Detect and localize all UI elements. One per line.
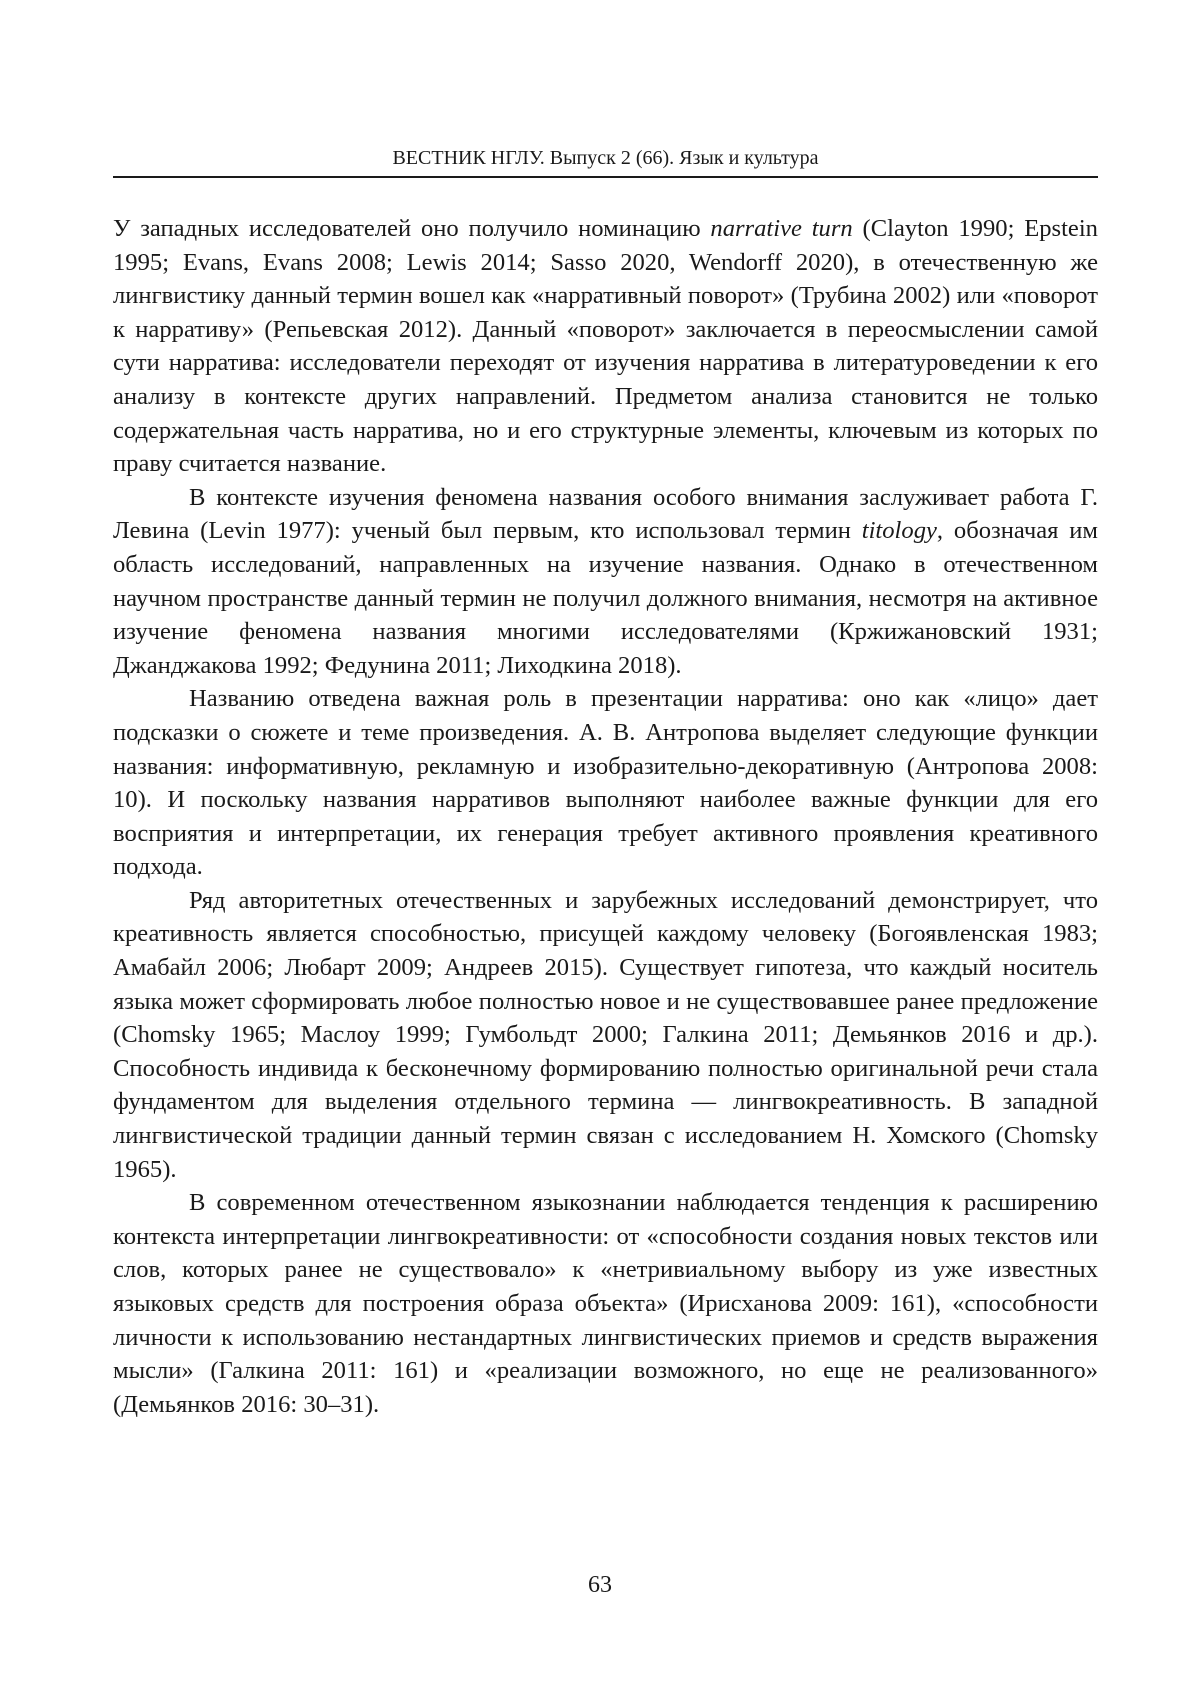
running-title: ВЕСТНИК НГЛУ. Выпуск 2 (66). Язык и культура <box>392 147 818 169</box>
paragraph-linguocreativity: В современном отечественном языкознании наблюдается тенденция к расширению контекста интерпретации лингвокреативности: от «способности создания новых текстов или слов, которых ранее не существовало» к «нетривиальному выбору из уже известных языковых средств для построения образа объекта» (Ирисханова 2009: 161), «способности личности к использованию нестандартных лингвистических приемов и средств выражения мысли» (Галкина 2011: 161) и «реализации возможного, но еще не реализованного» (Демьянков 2016: 30–31). <box>113 1186 1098 1421</box>
page-number: 63 <box>0 1570 1200 1600</box>
article-body <box>113 212 1098 1421</box>
paragraph-title-functions: Названию отведена важная роль в презентации нарратива: оно как «лицо» дает подсказки о сюжете и теме произведения. А. В. Антропова выделяет следующие функции названия: информативную, рекламную и изобразительно-декоративную (Антропова 2008: 10). И поскольку названия нарративов выполняют наиболее важные функции для его восприятия и интерпретации, их генерация требует активного проявления креативного подхода. <box>113 682 1098 884</box>
running-header <box>113 140 1098 178</box>
paragraph-titology: В контексте изучения феномена названия особого внимания заслуживает работа Г. Левина (Levin 1977): ученый был первым, кто использовал термин titology, обозначая им область исследований, направленных на изучение названия. Однако в отечественном научном пространстве данный термин не получил должного внимания, несмотря на активное изучение феномена названия многими исследователями (Кржижановский 1931; Джанджакова 1992; Федунина 2011; Лиходкина 2018). <box>113 481 1098 683</box>
term-titology: titology <box>862 517 937 544</box>
paragraph-creativity: Ряд авторитетных отечественных и зарубежных исследований демонстрирует, что креативность является способностью, присущей каждому человеку (Богоявленская 1983; Амабайл 2006; Любарт 2009; Андреев 2015). Существует гипотеза, что каждый носитель языка может сформировать любое полностью новое и не существовавшее ранее предложение (Chomsky 1965; Маслоу 1999; Гумбольдт 2000; Галкина 2011; Демьянков 2016 и др.). Способность индивида к бесконечному формированию полностью оригинальной речи стала фундаментом для выделения отдельного термина — лингвокреативность. В западной лингвистической традиции данный термин связан с исследованием Н. Хомского (Chomsky 1965). <box>113 884 1098 1186</box>
term-narrative-turn: narrative turn <box>710 215 852 242</box>
paragraph-narrative-turn: У западных исследователей оно получило номинацию narrative turn (Clayton 1990; Epstein 1995; Evans, Evans 2008; Lewis 2014; Sasso 2020, Wendorff 2020), в отечественную же лингвистику данный термин вошел как «нарративный поворот» (Трубина 2002) или «поворот к нарративу» (Репьевская 2012). Данный «поворот» заключается в переосмыслении самой сути нарратива: исследователи переходят от изучения нарратива в литературоведении к его анализу в контексте других направлений. Предметом анализа становится не только содержательная часть нарратива, но и его структурные элементы, ключевым из которых по праву считается название. <box>113 212 1098 481</box>
